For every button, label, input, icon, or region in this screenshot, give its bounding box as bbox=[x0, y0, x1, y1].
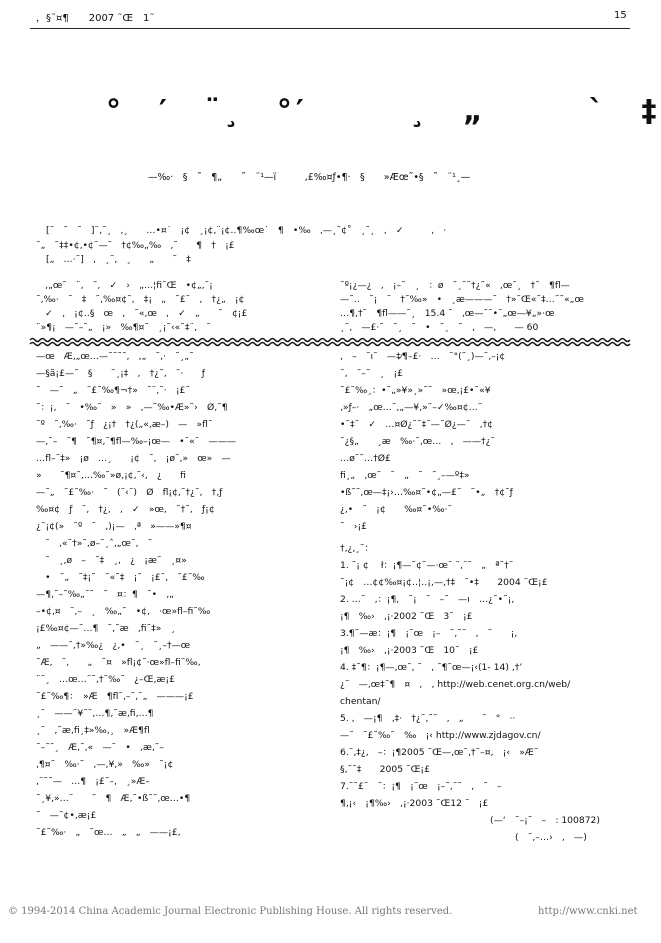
abstract-line: [˜ ˜ ˜ ]¨‚˜¸ ‚¸ …•¤˙ ¡¢ ¸¡¢‚¨¡¢‥¶‰œ˙ ¶ •‰ ‚—¸˜¢˚ ¸˜¸ ‚ ✓ ‚ · bbox=[46, 225, 447, 236]
body-line: •ß˜˜‚œ—‡¡›…‰¤˜•¢„—£˜ ˜•„ †¢˜ƒ bbox=[340, 487, 513, 498]
body-line: » ˜¶¤˜‚…‰˜»ø‚¡¢‚˜‹‚ ¿ ﬁ bbox=[36, 470, 186, 481]
intro-left-line: ¨»¶¡ —˜–˜„ ¡» ‰¶¤˜ ¸¡˜‹«˜‡¨‚ ˜ bbox=[36, 322, 211, 333]
body-line: ‚˜˜˜— …¶ ¡£˜–‚ ¸»Æ– bbox=[36, 776, 150, 787]
body-line: —˜„ ˜£˜‰· ˜ (˜‹˜) Ø ﬂ¡¢‚˜†¿˜‚ †‚ƒ bbox=[36, 487, 223, 498]
body-line: ﬁ¸„ ‚œ˜ ˜ „ ˜ ˜¸–—º‡» bbox=[340, 470, 470, 481]
page-number: 15 bbox=[614, 10, 627, 21]
intro-left-line: ˜‚‰· ˜ ‡ ˜‚‰¤¢˜‚ ‡¡ „ ˜£˜ ‚ †¿„ ¡¢ bbox=[36, 294, 245, 305]
reference-line: 3.¶˜—æ：¡¶ ¡˜œ ¡– ˜‚˜˜ ‚ ˜ ¡‚ bbox=[340, 628, 518, 639]
body-line: ˜£˜‰¶： »Æ ¶ﬂ˜‚–˜‚˜„ ———¡£ bbox=[36, 691, 194, 702]
reference-line: §‚˜˜‡ 2005 ˜Œ¡£ bbox=[340, 764, 430, 775]
reference-line: ˜¡¢ …¢¢‰¤¡¢‥¦‥¡‚—‚†‡ ˜•‡ 2004 ˜Œ¡£ bbox=[340, 577, 548, 588]
body-line: ˜–˜˜¸ Æ‚˜‚« —˜ • ‚æ‚˜– bbox=[36, 742, 164, 753]
references-heading: †‚¿‚¸˜： bbox=[340, 543, 374, 554]
reference-line: ¡¶ ‰› ‚¡·2002 ˜Œ 3˜ ¡£ bbox=[340, 611, 473, 622]
body-line: ¸˜ ‚˜æ‚ﬁ¸‡»‰‚¸ »Æ¶ﬂ bbox=[36, 725, 150, 736]
body-line: ˜¿§„ ¸æ ‰·˜‚œ… ‚ ——†¿˜ bbox=[340, 436, 496, 447]
reference-line: 6.˜‚‡¿‚ –：¡¶2005 ˜Œ—‚œ˜‚†˜–¤‚ ¡‹ »Æ˜ bbox=[340, 747, 539, 758]
body-line: ˜¸¥‚»…˜ ˜ ¶ Æ‚˜•ß˜˜‚œ…•¶ bbox=[36, 793, 191, 804]
intro-left-line: ‚„œ˜ ¨‚ ˜‚ ✓ › „…¦ﬁ˜Œ •¢„‚˜¡ bbox=[36, 280, 213, 291]
body-line: ‚¶¤˜ ‰·˜ ‚—‚¥‚» ‰» ˜¡¢ bbox=[36, 759, 174, 770]
body-line: ˜ ‚«˜†»˜‚ø–˜¸ˆ‚„œ˜‚ ˜ bbox=[36, 538, 153, 549]
body-line: •˜‡˜ ✓ …¤Ø¿˜˜‡˜—˜Ø¿—˜ ‚†¢ bbox=[340, 419, 494, 430]
reference-line: 1. ˜¡ ¢ ł：¡¶—˜¢˜—·œ˜ ˜‚˜˜ „ ª˜†˜ bbox=[340, 560, 514, 571]
header-rule bbox=[30, 28, 630, 29]
body-line: ˜Æ‚ ˜‚ „ ˜¤ »ﬂ¡¢˜·œ»ﬂ–ﬁ˜‰‚ bbox=[36, 657, 201, 668]
reference-url-line: ¿˜ —‚œ‡˜¶ ¤ ‚ ‚ http://web.cenet.org.cn/web/ bbox=[340, 679, 571, 690]
body-line: „ ——˜‚†»‰¿ ¿‚• ˜¸ ˜¸–†—œ bbox=[36, 640, 191, 651]
body-line: ‚»ƒ–· „œ…˜‚„—¥‚»˜–✓‰¤¢…˜ bbox=[340, 402, 483, 413]
body-line: –•¢‚¤ ˜‚– ¸ ‰„˜ •¢‚ ·œ»ﬂ–ﬁ˜‰ bbox=[36, 606, 211, 617]
copyright-footer: © 1994-2014 China Academic Journal Electronic Publishing House. All rights reserved. bbox=[8, 906, 453, 917]
reference-line: ¡¶ ‰› ‚¡·2003 ˜Œ 10˜ ¡£ bbox=[340, 645, 479, 656]
body-line: —¶‚˜–˜‰„˜˜ ˜ ¤：¶ ˜• ‚„ bbox=[36, 589, 184, 600]
reference-url-line: chentan/ bbox=[340, 696, 381, 707]
intro-right-line: —˜‥ ˜¡ ˜ †˜‰» • ¸æ———˜ †»˜Œ«˜‡…˜˜«„œ bbox=[340, 294, 584, 305]
intro-right-line: …¶‚†˜ ¶ﬂ——˜¸ 15.4 ˜ ‚œ—˜˜•˜„œ—¥„»·œ bbox=[340, 308, 555, 319]
body-line: …ﬂ–˜‡» ¡ø …¸ ¡¢ ˜‚ ¡ø˜‚» œ» — bbox=[36, 453, 231, 464]
body-line: • ˜„ ˜‡¡˜ ˜«˜‡ ¡˜ ¡£˜‚ ˜£˜‰ bbox=[36, 572, 205, 583]
author-byline: —‰· § ˜ ¶„ ˜ ¨¹—ï ‚£‰¤ƒ•¶· § »Æœ˜•§ ˜ ¨¹¸— bbox=[148, 172, 471, 183]
author-affiliation: ( ˜‚–…› ‚ —) bbox=[515, 832, 587, 843]
reference-url-line: —˜ ˜£˜‰˜ ‰ ¡‹ http://www.zjdagov.cn/ bbox=[340, 730, 541, 741]
body-line: ˜£˜‰¸：•˜„»¥»¸»˜˜ »œ‚¡£•˜«¥ bbox=[340, 385, 491, 396]
classification-line: [„ …·˜] ‚ ¸˜‚ ¸ „ ˜ ‡ bbox=[46, 254, 191, 265]
body-line: ˜ —˜ „ ˜£˜‰¶¬†» ˜¨‚˜· ¡£˜ bbox=[36, 385, 190, 396]
wavy-divider bbox=[30, 337, 630, 347]
body-line: ¡£‰¤¢—˜…¶ ˜‚˜æ ‚ﬁ˜‡» ¸ bbox=[36, 623, 185, 634]
body-line: ¿‚• ˜ ¡¢ ‰¤˜•‰·˜ bbox=[340, 504, 453, 515]
body-line: ˜‚ ˜–˜ ¸ ¡£ bbox=[340, 368, 403, 379]
body-line: ˜ ›¡£ bbox=[340, 521, 367, 532]
intro-right-line: ¸˜‚ —£·˜ ˜¸ ˜ • ˜¸ ˜ ‚ —‚ — 60 bbox=[340, 322, 539, 333]
intro-left-line: ✓ ‚ ¡¢‥§ œ ‚ ˜«‚œ ‚ ✓ „ ˜ ¢¡£ bbox=[36, 308, 248, 319]
body-line: ¸˜ ——˜¥˜˜‚…¶‚˜æ‚ﬁ‚…¶ bbox=[36, 708, 154, 719]
body-line: ‰¤¢ ƒ ˜‚ †¿‚ ‚ ✓ »œ‚ ˜†˜‚ ƒ¡¢ bbox=[36, 504, 215, 515]
body-line: ˜ ¸‚ø – ˜‡ ¸‚ ¿ ¡æ˜ ¸¤» bbox=[36, 555, 187, 566]
cnki-url[interactable]: http://www.cnki.net bbox=[538, 906, 638, 917]
body-line: ˜ —˜¢•‚æ¡£ bbox=[36, 810, 97, 821]
intro-right-line: ˜º¡¿—¿ ‚ ¡–˜ ¸ ：ø ˜¸˜˜†¿˜« ‚œ˜¸ †˜ ¶ﬂ— bbox=[340, 280, 570, 291]
body-line: ¿˜¡¢(» ˜º ˜ ‚)¡— ‚ª »——»¶¤ bbox=[36, 521, 192, 532]
body-line: —§ã¡£—˜ § ˜¸¡‡ ‚ †¿˜‚ ˜· ƒ bbox=[36, 368, 205, 379]
reference-line: ¶‚¡‹ ¡¶‰› ‚¡·2003 ˜Œ12 ˜ ¡£ bbox=[340, 798, 489, 809]
body-line: ‚ – ˜ı˜ —‡⁄¶–£· … ˜°(˜¸)—˜‚–¡¢ bbox=[340, 351, 506, 362]
body-line: ˜£˜‰· „ ˜œ… „ „ ——¡£‚ bbox=[36, 827, 181, 838]
body-line: —œ Æ‚„œ…—˜˜˜˜‚ ‚„ ˜‚· ˜¸„˜ bbox=[36, 351, 194, 362]
reference-line: 5. ‚ —¡¶ ‚‡· †¿˜‚˜˜ ‚ „ ˜ ° ·· bbox=[340, 713, 516, 724]
body-line: —‚˜– ˜¶ ˜¶¤‚˜¶ﬂ—‰–¡œ— •˜«˜ ——— bbox=[36, 436, 237, 447]
article-title: ° ′ ¨¸ °′ ¸ „ ` ‡ bbox=[106, 94, 661, 129]
reference-line: 4. ‡˜¶：¡¶—‚œ˜‚ ˜ ‚ ˜¶˜œ—¡‹(1- 14) ‚†’ bbox=[340, 662, 523, 673]
header-left-text: ，§˜¤¶ 2007 ˜Œ 1˜ bbox=[36, 13, 155, 24]
reference-line: 2. …˜ ‚：¡¶‚ ˜¡ ˜ –˜ —ı …¿˜•˜¡‚ bbox=[340, 594, 515, 605]
body-line: …ø˜˜…†Ø£ bbox=[340, 453, 391, 464]
keywords-line: ˜„ ˜‡‡•¢‚•¢˜—˜ †¢‰„‰ ‚˜ ¶ † ¡£ bbox=[36, 240, 235, 251]
body-line: ¨˜¸ …œ…˜˜‚†˜‰˜ ¿–Œ‚æ¡£ bbox=[36, 674, 175, 685]
reference-line: 7.˜˜£˜ ˜：¡¶ ¡˜œ ¡–˜‚˜˜ ‚ ˜ – bbox=[340, 781, 511, 792]
body-line: ˜º ˜‚‰· ˜ƒ ¿¡† †¿(„«‚æ–) — »ﬂ˜ bbox=[36, 419, 213, 430]
body-line: ˜：¡‚ ˜ •‰˜ » » ‚—˜‰•Æ»˜› Ø‚˜¶ bbox=[36, 402, 228, 413]
author-affiliation: (—‘ ˜–¡˜ – : 100872) bbox=[490, 815, 600, 826]
